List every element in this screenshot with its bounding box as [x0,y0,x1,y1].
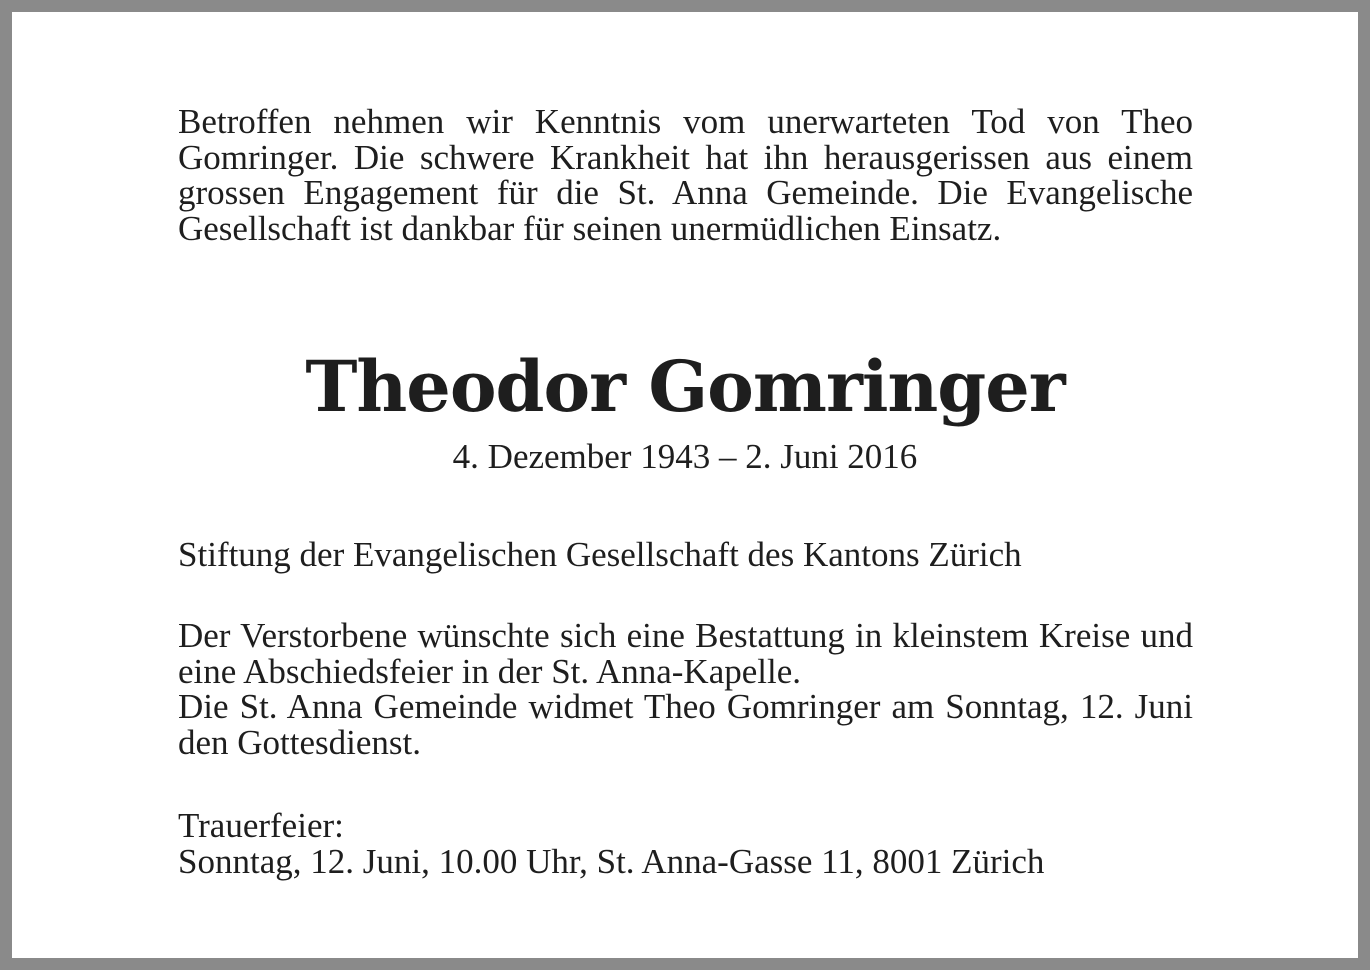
funeral-service [178,808,1193,879]
foundation-name: Stiftung der Evangelischen Gesellschaft des Kantons Zürich [178,535,1022,574]
burial-text: Der Verstorbene wünschte sich eine Bestattung in kleinstem Kreise und eine Abschiedsfeier in der St. Anna-Kapelle. [178,616,1193,691]
service-dedication-text: Die St. Anna Gemeinde widmet Theo Gomringer am Sonntag, 12. Juni den Gottesdienst. [178,687,1193,762]
intro-paragraph: Betroffen nehmen wir Kenntnis vom unerwarteten Tod von Theo Gomringer. Die schwere Krankheit hat ihn herausgerissen aus einem grossen Engagement für die St. Anna Gemeinde. Die Evangelische Gesellschaft ist dankbar für seinen unermüdlichen Einsatz. [178,102,1193,248]
funeral-service-label: Trauerfeier: [178,806,344,845]
obituary-page [12,12,1358,958]
life-dates: 4. Dezember 1943 – 2. Juni 2016 [452,437,918,476]
burial-paragraph [178,618,1193,760]
deceased-name: Theodor Gomringer [305,345,1065,428]
funeral-service-details: Sonntag, 12. Juni, 10.00 Uhr, St. Anna-Gasse 11, 8001 Zürich [178,841,1045,881]
